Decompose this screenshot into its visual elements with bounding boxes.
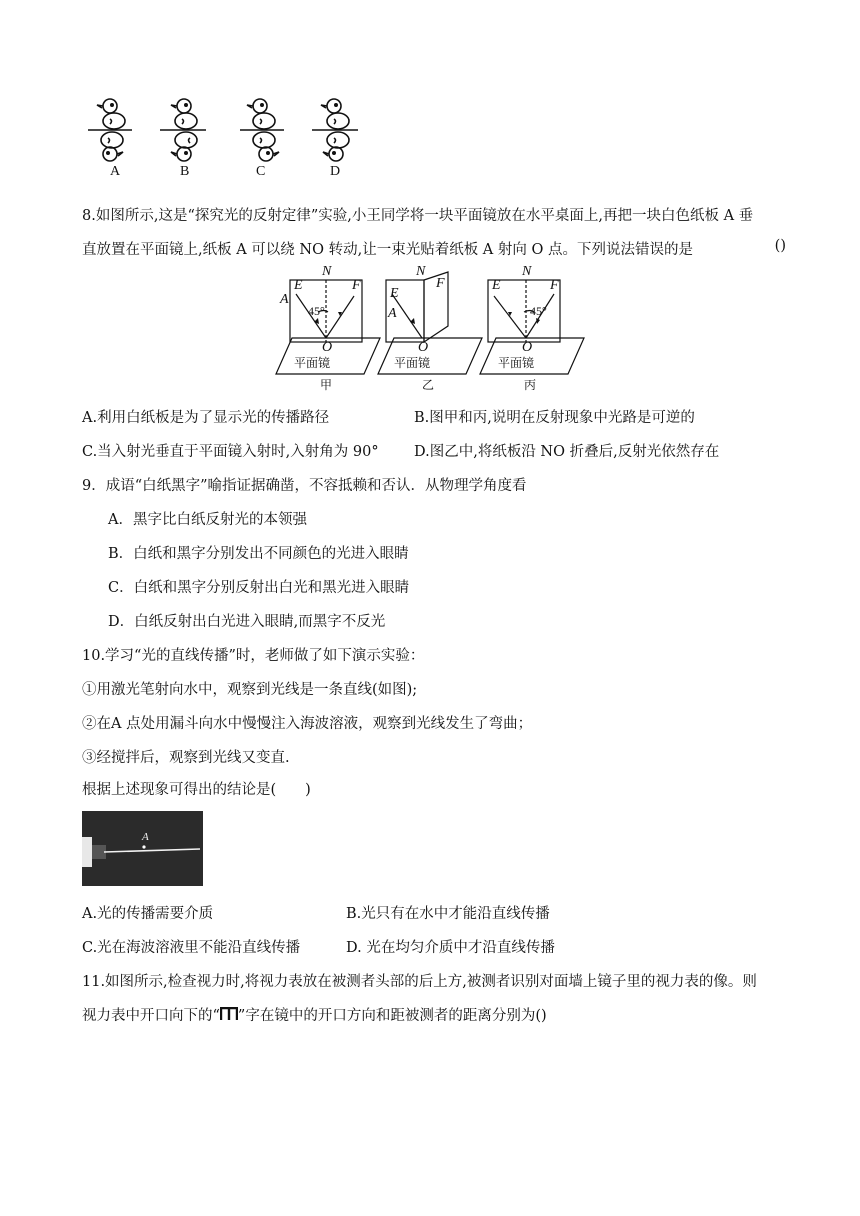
q10-option-b: B.光只有在水中才能沿直线传播 <box>346 906 550 922</box>
q8-option-d: D.图乙中,将纸板沿 NO 折叠后,反射光依然存在 <box>414 444 720 460</box>
q9-option-b: B．白纸和黑字分别发出不同颜色的光进入眼睛 <box>108 546 409 562</box>
q9-stem: 9．成语“白纸黑字”喻指证据确凿，不容抵赖和否认．从物理学角度看 <box>82 478 527 494</box>
q10-step1: ①用激光笔射向水中，观察到光线是一条直线(如图); <box>82 682 418 698</box>
q8-label-a-2: A <box>388 306 397 321</box>
q10-laser-drawing <box>82 811 203 886</box>
q10-option-d: D. 光在均匀介质中才沿直线传播 <box>346 940 555 956</box>
q8-angle-1: 45° <box>308 304 325 318</box>
q7-option-label-c: C <box>256 164 266 179</box>
q7-duck-a <box>88 99 132 161</box>
q10-step3: ③经搅拌后，观察到光线又变直. <box>82 750 290 766</box>
q7-duck-figure <box>80 92 370 184</box>
q8-option-a: A.利用白纸板是为了显示光的传播路径 <box>82 410 330 426</box>
q8-panel-label-jia: 甲 <box>320 378 333 392</box>
q8-mirror-label-1: 平面镜 <box>294 356 331 370</box>
q10-laser-photo <box>82 811 203 886</box>
e-symbol-icon <box>220 1007 238 1021</box>
q10-option-a: A.光的传播需要介质 <box>82 906 214 922</box>
q7-duck-b <box>160 99 206 161</box>
q10-photo-label-a: A <box>142 831 149 843</box>
q8-panel-label-bing: 丙 <box>524 378 537 392</box>
q7-duck-drawings <box>80 92 370 184</box>
q11-line1: 11.如图所示,检查视力时,将视力表放在被测者头部的后上方,被测者识别对面墙上镜子里的视力表的像。则 <box>82 974 757 990</box>
q8-reflection-diagram <box>272 266 592 394</box>
q8-label-o-2: O <box>418 340 429 355</box>
q7-duck-c <box>240 99 284 161</box>
q8-label-n-2: N <box>416 264 426 279</box>
q8-mirror-label-3: 平面镜 <box>498 356 535 370</box>
q9-option-a: A．黑字比白纸反射光的本领强 <box>108 512 307 528</box>
q8-label-n-3: N <box>522 264 532 279</box>
q9-option-c: C．白纸和黑字分别反射出白光和黑光进入眼睛 <box>108 580 410 596</box>
q7-option-label-a: A <box>110 164 121 179</box>
q8-label-f-1: F <box>352 278 361 293</box>
q8-panel-label-yi: 乙 <box>422 378 435 392</box>
q11-line2-post: ”字在镜中的开口方向和距被测者的距离分别为() <box>237 1008 547 1024</box>
q10-question: 根据上述现象可得出的结论是( ) <box>82 782 311 798</box>
q8-label-e-2: E <box>390 286 399 301</box>
q8-angle-3: 45° <box>530 304 547 318</box>
q7-option-label-d: D <box>330 164 341 179</box>
q7-duck-d <box>312 99 358 161</box>
q8-label-e-1: E <box>294 278 303 293</box>
q8-option-c: C.当入射光垂直于平面镜入射时,入射角为 90° <box>82 444 379 460</box>
q8-label-o-3: O <box>522 340 533 355</box>
q11-line2 <box>82 1004 547 1025</box>
q8-label-o-1: O <box>322 340 333 355</box>
q8-stem-line2: 直放置在平面镜上,纸板 A 可以绕 NO 转动,让一束光贴着纸板 A 射向 O 点。下列说法错误的是 <box>82 242 693 258</box>
q10-option-c: C.光在海波溶液里不能沿直线传播 <box>82 940 301 956</box>
q11-line2-pre: 视力表中开口向下的“ <box>82 1008 220 1024</box>
q8-answer-paren: () <box>774 238 786 254</box>
q8-label-n-1: N <box>322 264 332 279</box>
q8-mirror-label-2: 平面镜 <box>394 356 431 370</box>
q8-label-e-3: E <box>492 278 501 293</box>
q7-option-label-b: B <box>180 164 190 179</box>
q8-stem-line1: 8.如图所示,这是“探究光的反射定律”实验,小王同学将一块平面镜放在水平桌面上,再把一块白色纸板 A 垂 <box>82 208 754 224</box>
q10-stem: 10.学习“光的直线传播”时，老师做了如下演示实验： <box>82 648 425 664</box>
q8-label-f-3: F <box>550 278 559 293</box>
q9-option-d: D．白纸反射出白光进入眼睛,而黑字不反光 <box>108 614 386 630</box>
q8-reflection-figure <box>272 266 592 394</box>
q8-label-a-1: A <box>280 292 289 307</box>
q8-label-f-2: F <box>436 276 445 291</box>
q10-step2: ②在A 点处用漏斗向水中慢慢注入海波溶液，观察到光线发生了弯曲； <box>82 716 533 732</box>
q8-option-b: B.图甲和丙,说明在反射现象中光路是可逆的 <box>414 410 695 426</box>
